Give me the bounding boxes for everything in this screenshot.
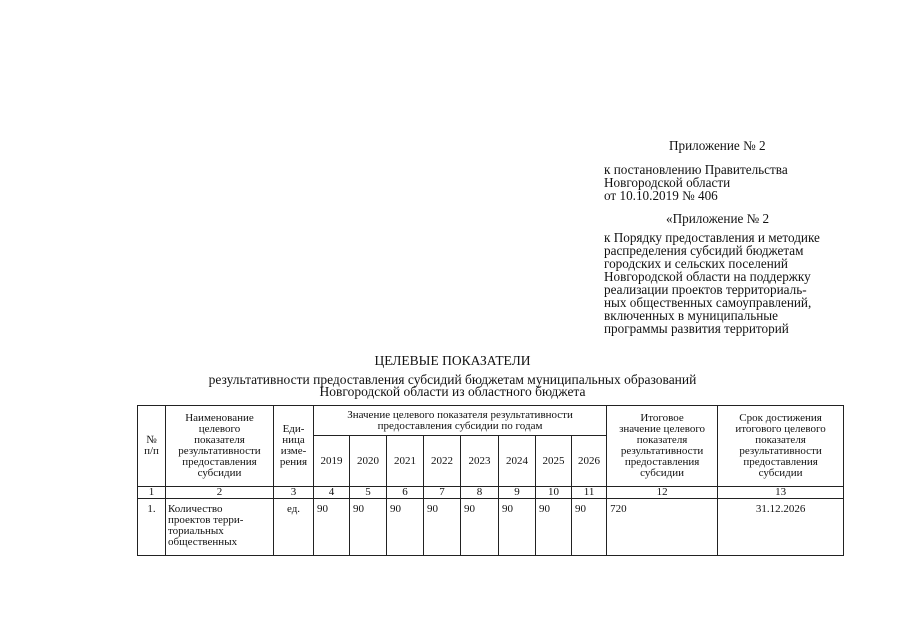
header-total-value: Итоговое значение целевого показателя результативности предоставления субсидии <box>607 406 718 487</box>
year-header: 2020 <box>350 436 387 487</box>
column-number: 12 <box>607 487 718 499</box>
column-number: 4 <box>314 487 350 499</box>
column-number: 9 <box>499 487 536 499</box>
document-title: ЦЕЛЕВЫЕ ПОКАЗАТЕЛИ <box>374 353 531 368</box>
header-deadline: Срок достижения итогового целевого показателя результативности предоставления субсидии <box>718 406 844 487</box>
column-number: 2 <box>166 487 274 499</box>
column-number: 13 <box>718 487 844 499</box>
appendix-title: Приложение № 2 <box>669 138 766 153</box>
appendix-reference: к постановлению Правительства Новгородской области от 10.10.2019 № 406 <box>604 162 788 203</box>
row-value-2026: 90 <box>572 499 607 556</box>
year-header: 2022 <box>424 436 461 487</box>
row-value-2022: 90 <box>424 499 461 556</box>
column-number: 11 <box>572 487 607 499</box>
row-deadline: 31.12.2026 <box>718 499 844 556</box>
row-value-2020: 90 <box>350 499 387 556</box>
row-value-2021: 90 <box>387 499 424 556</box>
year-header: 2025 <box>536 436 572 487</box>
table-row <box>138 499 844 556</box>
header-values-by-year: Значение целевого показателя результативности предоставления субсидии по годам <box>314 406 607 436</box>
row-num: 1. <box>138 499 166 556</box>
header-unit: Еди- ница изме- рения <box>274 406 314 487</box>
indicators-table <box>137 405 844 556</box>
row-value-2019: 90 <box>314 499 350 556</box>
column-number: 3 <box>274 487 314 499</box>
year-header: 2026 <box>572 436 607 487</box>
column-number: 10 <box>536 487 572 499</box>
column-number: 8 <box>461 487 499 499</box>
year-header: 2019 <box>314 436 350 487</box>
header-num: № п/п <box>138 406 166 487</box>
column-number: 5 <box>350 487 387 499</box>
column-number: 6 <box>387 487 424 499</box>
row-unit: ед. <box>274 499 314 556</box>
inner-appendix-title: «Приложение № 2 <box>666 211 770 226</box>
column-number-row <box>138 487 844 499</box>
row-value-2025: 90 <box>536 499 572 556</box>
row-value-2024: 90 <box>499 499 536 556</box>
year-header: 2024 <box>499 436 536 487</box>
column-number: 1 <box>138 487 166 499</box>
year-header: 2021 <box>387 436 424 487</box>
inner-appendix-reference: к Порядку предоставления и методике распределения субсидий бюджетам городских и сельских поселений Новгородской области на поддержку реализации проектов территориаль- ных общественных самоуправлений, включенных в муниципальные программы развития территорий <box>604 230 820 336</box>
document-subtitle-line-1: результативности предоставления субсидий бюджетам муниципальных образований <box>208 372 697 387</box>
document-subtitle-line-2: Новгородской области из областного бюджета <box>319 384 586 399</box>
row-indicator-name: Количество проектов терри- ториальных общественных <box>166 499 274 556</box>
header-row-top <box>138 406 844 436</box>
year-header: 2023 <box>461 436 499 487</box>
column-number: 7 <box>424 487 461 499</box>
header-indicator-name: Наименование целевого показателя результативности предоставления субсидии <box>166 406 274 487</box>
row-value-2023: 90 <box>461 499 499 556</box>
row-total-value: 720 <box>607 499 718 556</box>
